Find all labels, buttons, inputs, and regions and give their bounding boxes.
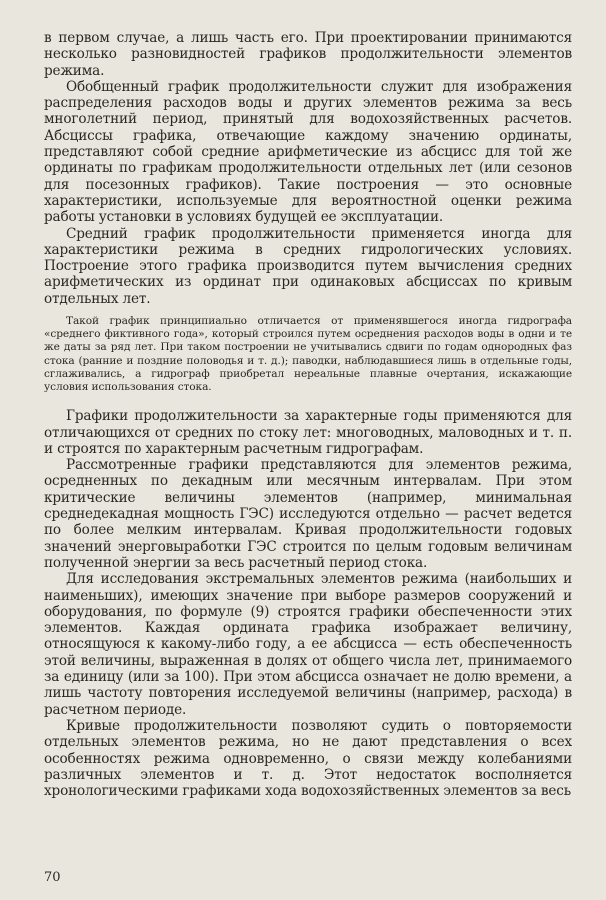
paragraph-continuation: в первом случае, а лишь часть его. При проектировании принимаются несколько разновидностей графиков продолжительности элементов режима. [44,30,572,79]
paragraph-generalized-graph: Обобщенный график продолжительности служит для изображения распределения расходов воды и других элементов режима за весь многолетний период, принятый для водохозяйственных расчетов. Абсциссы графика, отвечающие каждому значению ординаты, представляют собой средние арифметические из абсцисс для той же ординаты по графикам продолжительности отдельных лет (или сезонов для посезонных графиков). Такие построения — это основные характеристики, используемые для вероятностной оценки режима работы установки в условиях будущей ее эксплуатации. [44,78,572,226]
paragraph-characteristic-years: Графики продолжительности за характерные годы применяются для отличающихся от средних по стоку лет: многоводных, маловодных и т. п. и строятся по характерным расчетным гидрографам. [44,408,572,457]
paragraph-duration-curves: Кривые продолжительности позволяют судить о повторяемости отдельных элементов режима, но не дают представления о всех особенностях режима одновременно, о связи между колебаниями различных элементов и т. д. Этот недостаток восполняется хронологическими графиками хода водохозяйственных элементов за весь [44,717,572,800]
paragraph-averaged-elements: Рассмотренные графики представляются для элементов режима, осредненных по декадным или месячным интервалам. При этом критические величины элементов (например, минимальная среднедекадная мощность ГЭС) исследуются отдельно — расчет ведется по более мелким интервалам. Кривая продолжительности годовых значений энерговыработки ГЭС строится по целым годовым величинам полученной энергии за весь расчетный период стока. [44,457,572,571]
paragraph-extreme-elements: Для исследования экстремальных элементов режима (наибольших и наименьших), имеющих значение при выборе размеров сооружений и оборудования, по формуле (9) строятся графики обеспеченности этих элементов. Каждая ордината графика изображает величину, относящуюся к какому-либо году, а ее абсцисса — есть обеспеченность этой величины, выраженная в долях от общего числа лет, принимаемого за единицу (или за 100). При этом абсцисса означает не долю времени, а лишь частоту повторения исследуемой величины (например, расхода) в расчетном периоде. [44,571,572,718]
small-print-note: Такой график принципиально отличается от применявшегося иногда гидрографа «среднего фиктивного года», который строился путем осреднения расходов воды в одни и те же даты за ряд лет. При таком построении не учитывались сдвиги по годам однородных фаз стока (ранние и поздние половодья и т. д.); паводки, наблюдавшиеся лишь в отдельные годы, сглаживались, а гидрограф приобретал нереальные плавные очертания, искажающие условия использования стока. [44,315,572,394]
page-number: 70 [44,870,61,885]
paragraph-average-graph: Средний график продолжительности применяется иногда для характеристики режима в средних гидрологических условиях. Построение этого графика производится путем вычисления средних арифметических из ординат при одинаковых абсциссах по кривым отдельных лет. [44,225,572,307]
